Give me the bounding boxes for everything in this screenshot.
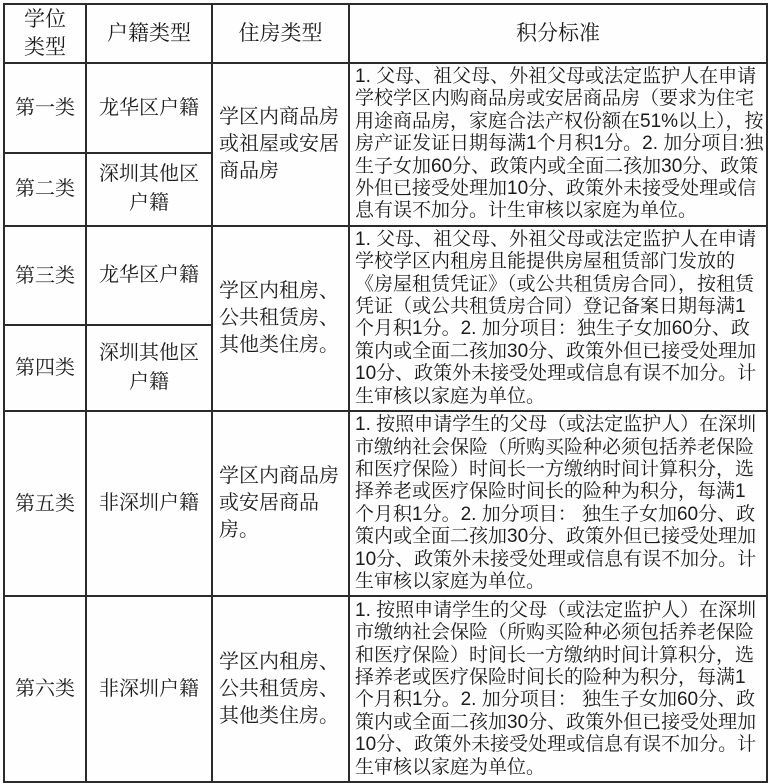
table-row xyxy=(4,226,767,325)
header-row xyxy=(4,4,767,63)
points-cell: 1. 按照申请学生的父母（或法定监护人）在深圳市缴纳社会保险（所购买险种必须包括养老保险和医疗保险）时间长一方缴纳时间计算积分，选择养老或医疗保险时间长的险种为积分，每满1个月积1分。2. 加分项目： 独生子女加60分、政策内或全面二孩加30分、政策外但已接受处理加10分、政策外未接受处理或信息有误不加分。计生审核以家庭为单位。 xyxy=(349,596,767,782)
category-cell: 第六类 xyxy=(4,596,86,782)
header-points-standard: 积分标准 xyxy=(349,4,767,63)
housing-cell: 学区内租房、公共租赁房、其他类住房。 xyxy=(212,226,349,411)
household-cell: 龙华区户籍 xyxy=(86,63,212,153)
category-cell: 第五类 xyxy=(4,411,86,596)
household-cell: 非深圳户籍 xyxy=(86,596,212,782)
header-housing-type: 住房类型 xyxy=(212,4,349,63)
household-cell: 非深圳户籍 xyxy=(86,411,212,596)
admission-points-table xyxy=(3,3,768,783)
category-cell: 第二类 xyxy=(4,153,86,226)
points-cell: 1. 父母、祖父母、外祖父母或法定监护人在申请学校学区内购商品房或安居商品房（要求为住宅用途商品房，家庭合法产权份额在51%以上），按房产证发证日期每满1个月积1分。2. 加分项目:独生子女加60分、政策内或全面二孩加30分、政策外但已接受处理加10分、政策外未接受处理或信息有误不加分。计生审核以家庭为单位。 xyxy=(349,63,767,226)
category-cell: 第三类 xyxy=(4,226,86,325)
table-row xyxy=(4,411,767,596)
table-row xyxy=(4,63,767,153)
household-cell: 龙华区户籍 xyxy=(86,226,212,325)
category-cell: 第一类 xyxy=(4,63,86,153)
housing-cell: 学区内商品房或安居商品房。 xyxy=(212,411,349,596)
housing-cell: 学区内租房、公共租赁房、其他类住房。 xyxy=(212,596,349,782)
category-cell: 第四类 xyxy=(4,325,86,411)
points-cell: 1. 父母、祖父母、外祖父母或法定监护人在申请学校学区内租房且能提供房屋租赁部门发放的《房屋租赁凭证》（或公共租赁房合同），按租赁凭证（或公共租赁房合同）登记备案日期每满1个月积1分。2. 加分项目：独生子女加60分、政策内或全面二孩加30分、政策外但已接受处理加10分、政策外未接受处理或信息有误不加分。计生审核以家庭为单位。 xyxy=(349,226,767,411)
household-cell: 深圳其他区户籍 xyxy=(86,325,212,411)
table-row xyxy=(4,596,767,782)
household-cell: 深圳其他区户籍 xyxy=(86,153,212,226)
housing-cell: 学区内商品房或祖屋或安居商品房 xyxy=(212,63,349,226)
header-degree-type: 学位类型 xyxy=(4,4,86,63)
header-household-type: 户籍类型 xyxy=(86,4,212,63)
points-cell: 1. 按照申请学生的父母（或法定监护人）在深圳市缴纳社会保险（所购买险种必须包括养老保险和医疗保险）时间长一方缴纳时间计算积分，选择养老或医疗保险时间长的险种为积分，每满1个月积1分。2. 加分项目： 独生子女加60分、政策内或全面二孩加30分、政策外但已接受处理加10分、政策外未接受处理或信息有误不加分。计生审核以家庭为单位。 xyxy=(349,411,767,596)
